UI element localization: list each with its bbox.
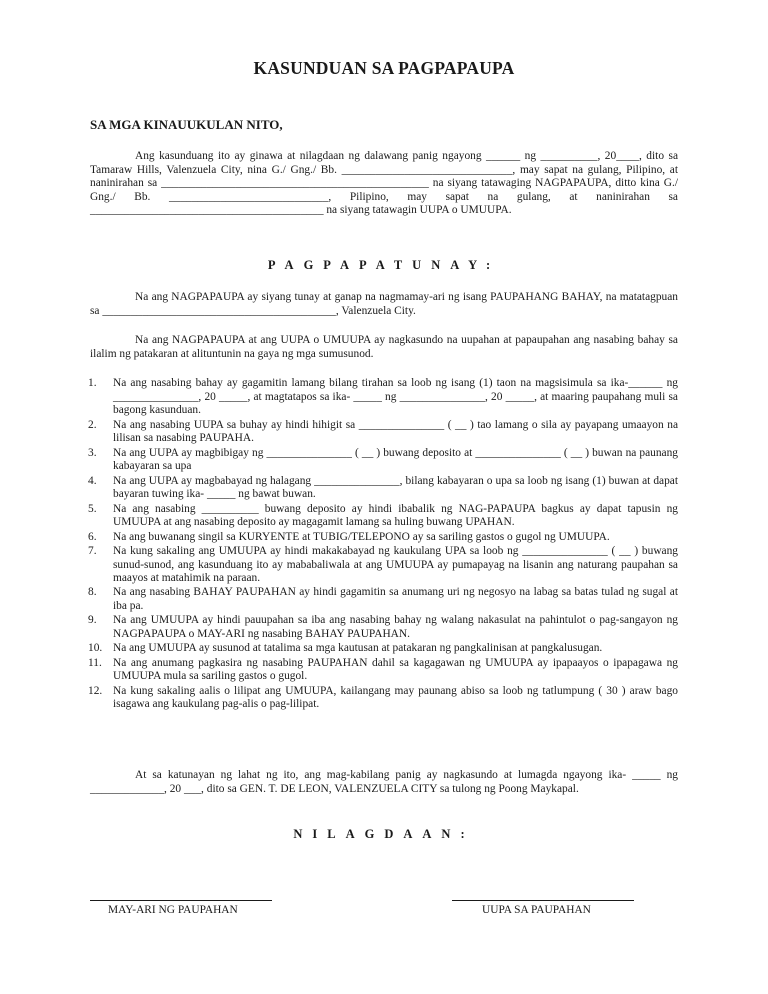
- clause-number: 12.: [88, 684, 103, 697]
- clause-item: [88, 642, 678, 656]
- closing-section: [90, 769, 678, 796]
- salutation: SA MGA KINAUUKULAN NITO,: [90, 117, 283, 132]
- clause-number: 7.: [88, 544, 97, 557]
- clause-item: [88, 657, 678, 684]
- clause-number: 4.: [88, 474, 97, 487]
- clause-number: 2.: [88, 418, 97, 431]
- clause-text: Na ang anumang pagkasira ng nasabing PAUPAHAN dahil sa kagagawan ng UMUUPA ay ipapaayos o ipapagawa ng UMUUPA mula sa sariling gastos o gugol.: [113, 656, 678, 683]
- clause-text: Na ang nasabing bahay ay gagamitin lamang bilang tirahan sa loob ng isang (1) taon na magsisimula sa ika-______ ng _______________, 20 _____, at magtatapos sa ika- _____ ng _______________, 20 _____, at maaring paupahang muli sa bagong kasunduan.: [113, 377, 678, 417]
- section-heading: PAGPAPATUNAY:: [267, 258, 501, 272]
- clause-text: Na kung sakaling aalis o lilipat ang UMUUPA, kailangang may paunang abiso sa loob ng tatlumpung ( 30 ) araw bago isagawa ang kaukulang pag-alis o pag-lilipat.: [113, 684, 678, 711]
- clause-text: Na ang UMUUPA ay hindi pauupahan sa iba ang nasabing bahay ng walang nakasulat na pahintulot o pag-sangayon ng NAGPAPAUPA o MAY-ARI ng nasabing BAHAY PAUPAHAN.: [113, 614, 678, 641]
- clause-number: 10.: [88, 642, 103, 655]
- declaration-paragraph-1: [90, 291, 678, 318]
- signature-heading: NILAGDAAN:: [293, 827, 475, 841]
- clause-text: Na ang UUPA ay magbibigay ng _______________ ( __ ) buwang deposito at _______________ ( __ ) buwan na paunang kabayaran sa upa: [113, 446, 678, 473]
- clause-item: [88, 419, 678, 446]
- clause-item: [88, 503, 678, 530]
- clause-number: 5.: [88, 502, 97, 515]
- tenant-signature-label: UUPA SA PAUPAHAN: [482, 904, 591, 916]
- clause-number: 1.: [88, 377, 97, 389]
- clause-list: [88, 377, 678, 713]
- tenant-signature-line: [452, 900, 634, 901]
- paragraph-text: Na ang NAGPAPAUPA at ang UUPA o UMUUPA ay nagkasundo na uupahan at papaupahan ang nasabing bahay sa ilalim ng patakaran at alituntunin na gaya ng mga sumusunod.: [90, 334, 678, 360]
- clause-number: 9.: [88, 614, 97, 627]
- clause-text: Na ang nasabing BAHAY PAUPAHAN ay hindi gagamitin sa anumang uri ng negosyo na labag sa batas tulad ng sugal at iba pa.: [113, 586, 678, 613]
- clause-item: [88, 614, 678, 641]
- clause-text: Na kung sakaling ang UMUUPA ay hindi makakabayad ng kaukulang UPA sa loob ng _______________ ( __ ) buwang sunud-sunod, ang kasunduang ito ay mababaliwala at ang UMUUPA ay pumapayag na lisanin ang naturang paupahan sa maayos at matahimik na paraan.: [113, 544, 678, 585]
- clause-number: 3.: [88, 446, 97, 459]
- clause-item: [88, 447, 678, 474]
- paragraph-text: Na ang NAGPAPAUPA ay siyang tunay at ganap na nagmamay-ari ng isang PAUPAHANG BAHAY, na matatagpuan sa _________________________________________, Valenzuela City.: [90, 291, 678, 317]
- owner-signature-line: [90, 900, 272, 901]
- intro-section: [90, 150, 678, 218]
- clause-text: Na ang nasabing UUPA sa buhay ay hindi hihigit sa _______________ ( __ ) tao lamang o sila ay payapang umaayon na lilisan sa nasabing PAUPAHA.: [113, 418, 678, 445]
- clause-text: Na ang nasabing __________ buwang deposito ay hindi ibabalik ng NAG-PAPAUPA bagkus ay dapat tapusin ng UMUUPA at ang nasabing deposito ay magagamit lamang sa huling buwang UPAHAN.: [113, 502, 678, 529]
- closing-paragraph: At sa katunayan ng lahat ng ito, ang mag-kabilang panig ay nagkasundo at lumagda ngayong ika- _____ ng _____________, 20 ___, dito sa GEN. T. DE LEON, VALENZUELA CITY sa tulong ng Poong Maykapal.: [90, 769, 678, 795]
- clause-number: 8.: [88, 586, 97, 599]
- clause-item: [88, 531, 678, 545]
- clause-item: [88, 475, 678, 502]
- clause-number: 11.: [88, 656, 102, 669]
- clause-number: 6.: [88, 530, 97, 543]
- clause-item: [88, 377, 678, 418]
- clause-item: [88, 586, 678, 613]
- clause-item: [88, 685, 678, 712]
- intro-paragraph: Ang kasunduang ito ay ginawa at nilagdaan ng dalawang panig ngayong ______ ng __________, 20____, dito sa Tamaraw Hills, Valenzuela City, nina G./ Gng./ Bb. ______________________________, may sapat na gulang, Pilipino, at naninirahan sa _______________________________________________ na siyang tatawaging NAGPAPAUPA, ditto kina G./ Gng./ Bb. ____________________________, Pilipino, may sapat na gulang, at naninirahan sa _________________________________________ na siyang tatawagin UUPA o UMUUPA.: [90, 150, 678, 217]
- document-title: KASUNDUAN SA PAGPAPAUPA: [253, 58, 515, 78]
- clause-item: [88, 545, 678, 586]
- clause-text: Na ang UUPA ay magbabayad ng halagang _______________, bilang kabayaran o upa sa loob ng isang (1) buwan at dapat bayaran tuwing ika- _____ ng bawat buwan.: [113, 474, 678, 501]
- owner-signature-label: MAY-ARI NG PAUPAHAN: [108, 904, 238, 916]
- declaration-paragraph-2: [90, 334, 678, 361]
- clause-text: Na ang buwanang singil sa KURYENTE at TUBIG/TELEPONO ay sa sariling gastos o gugol ng UMUUPA.: [113, 530, 610, 543]
- clause-text: Na ang UMUUPA ay susunod at tatalima sa mga kautusan at patakaran ng pangkalinisan at pangkalusugan.: [113, 642, 603, 655]
